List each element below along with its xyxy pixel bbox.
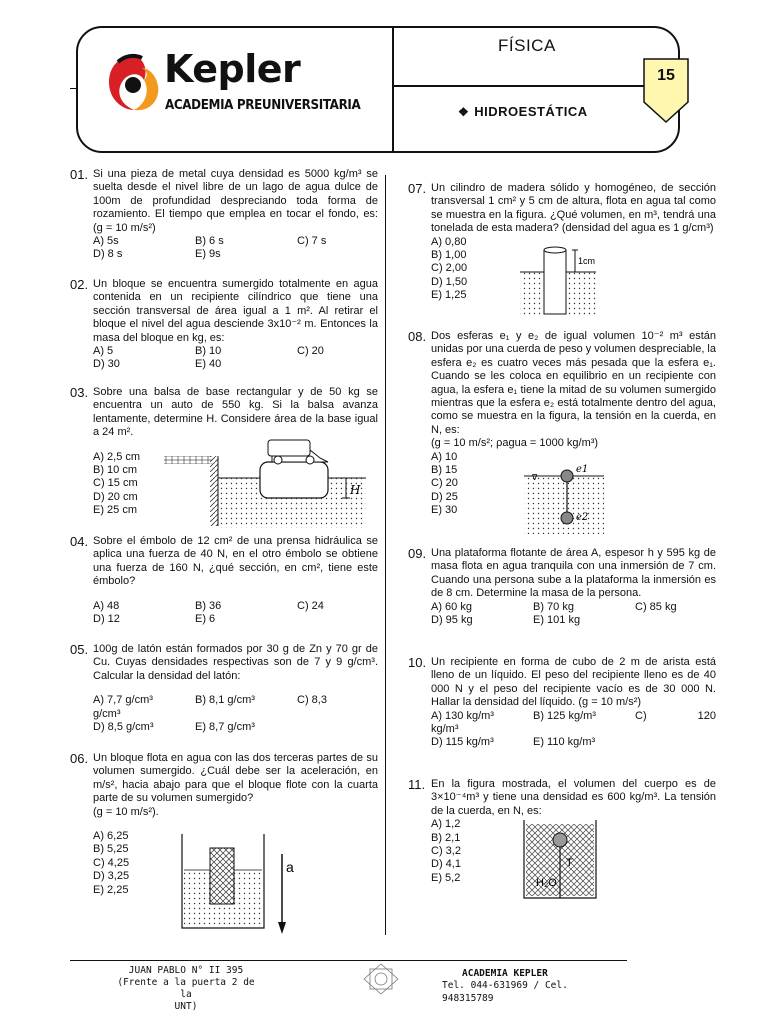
question-09 (408, 546, 716, 627)
footer-contact (442, 968, 568, 1005)
address-line-1: JUAN PABLO N° II 395 (128, 965, 244, 976)
page-number: 15 (657, 67, 675, 84)
option-d: D) 95 kg (431, 614, 473, 627)
option-b: B) 5,25 (93, 843, 129, 856)
question-number: 05. (70, 642, 89, 657)
option-d: D) 8,5 g/cm³ (93, 721, 154, 734)
option-c: C) 20 (297, 345, 324, 358)
question-text: Sobre una balsa de base rectangular y de 50 kg se encuentra un auto de 550 kg. Si la balsa avanza lentamente, determine H. Considere área de la base igual a 24 m². (93, 386, 378, 439)
option-b: B) 36 (195, 599, 222, 612)
question-text: Un cilindro de madera sólido y homogéneo, de sección transversal 1 cm² y 5 cm de altura, flota en agua tal como se muestra en la figura. ¿Qué volumen, en m³, tendrá una tonelada de esta madera? (densidad del agua es 1 g/cm³) (431, 182, 716, 235)
footer-title: ACADEMIA KEPLER (462, 968, 548, 979)
question-number: 07. (408, 181, 427, 196)
cell-line: 948315789 (442, 992, 494, 1004)
options (93, 345, 378, 372)
subject-title: FÍSICA (498, 36, 556, 55)
option-c-value: 120 (697, 709, 716, 722)
option-e: E) 110 kg/m³ (533, 736, 596, 749)
option-b: B) 1,00 (431, 249, 467, 262)
two-spheres-figure (522, 462, 608, 536)
option-b: B) 15 (431, 464, 458, 477)
option-c: C) 2,00 (431, 262, 468, 275)
sphere-e2-label: e2 (576, 512, 589, 523)
question-number: 04. (70, 534, 89, 549)
question-number: 10. (408, 655, 427, 670)
option-d: D) 4,1 (431, 858, 461, 871)
option-b: B) 8,1 g/cm³ (195, 694, 255, 707)
question-text: Una plataforma flotante de área A, espesor h y 595 kg de masa flota en agua tranquila con una inmersión de 7 cm. Cuando una persona sube a la plataforma la inmersión es de 8 cm. Determine la masa de la persona. (431, 547, 716, 600)
options (431, 601, 716, 628)
option-e: E) 30 (431, 504, 458, 517)
option-c: C) 8,3 (297, 694, 327, 707)
question-text: En la figura mostrada, el volumen del cuerpo es de 3×10⁻⁴m³ y tiene una densidad es 600 kg/m³. La tensión de la cuerda, en N, es: (431, 778, 716, 817)
option-a: A) 60 kg (431, 600, 472, 613)
option-d: D) 30 (93, 358, 120, 371)
footer-divider (70, 960, 627, 961)
address-line-2: (Frente a la puerta 2 de la (117, 976, 255, 1000)
address-line-3: UNT) (174, 1000, 198, 1012)
acceleration-label: a (286, 859, 294, 875)
options (431, 710, 716, 723)
footer-emblem-icon (362, 962, 400, 996)
option-d: D) 1,50 (431, 275, 468, 288)
sphere-e1-label: e1 (576, 464, 589, 475)
option-a: A) 0,80 (431, 235, 467, 248)
option-e: E) 1,25 (431, 289, 467, 302)
options (93, 694, 378, 734)
option-d: D) 25 (431, 490, 458, 503)
question-04 (70, 534, 378, 626)
dimension-label: 1cm (578, 256, 596, 266)
option-d: D) 3,25 (93, 870, 130, 883)
option-b: B) 2,1 (431, 831, 461, 844)
question-number: 11. (408, 777, 426, 792)
phone-line: Tel. 044-631969 / Cel. (442, 980, 568, 992)
option-a: A) 130 kg/m³ (431, 709, 494, 722)
option-c: C) 4,25 (93, 856, 130, 869)
question-text: Si una pieza de metal cuya densidad es 5000 kg/m³ se suelta desde el nivel libre de un lago de agua dulce de 100m de profundidad despreciando toda forma de rozamiento. El tiempo que emplea en tocar el fondo, es: (g = 10 m/s²) (93, 168, 378, 234)
footer-address (116, 965, 256, 1013)
question-number: 01. (70, 167, 89, 182)
tension-label: T (566, 857, 573, 869)
option-c: C) 20 (431, 477, 458, 490)
question-number: 09. (408, 546, 427, 561)
question-text: Un bloque se encuentra sumergido totalmente en agua contenida en un recipiente cilíndrico que tiene una sección transversal de área igual a 1 m². Al retirar el bloque el nivel del agua desciende 3x10⁻² m. Entonces la masa del bloque en kg, es: (93, 278, 378, 344)
question-05 (70, 642, 378, 734)
question-text: Dos esferas e₁ y e₂ de igual volumen 10⁻² m³ están unidas por una cuerda de peso y volumen despreciable, la esfera e₂ es cuatro veces más pesada que la esfera e₁. Cuando se les coloca en equilibrio en un recipiente con agua, la esfera e₁ tiene la mitad de su volumen sumergido mientras que la esfera e₂ está totalmente dentro del agua, como se muestra en la figura, la tensión en la cuerda, en N, es: (431, 330, 716, 436)
option-e: E) 40 (195, 358, 222, 371)
margin-mark (70, 88, 78, 89)
tethered-body-figure (520, 818, 602, 900)
raft-car-figure (160, 432, 370, 532)
question-note: (g = 10 m/s²; ρagua = 1000 kg/m³) (431, 437, 599, 450)
option-e: E) 2,25 (93, 883, 129, 896)
question-10 (408, 655, 716, 750)
option-b: B) 125 kg/m³ (533, 709, 596, 722)
option-d: D) 12 (93, 613, 120, 626)
option-c-unit: kg/m³ (431, 723, 459, 736)
option-c: C) 85 kg (635, 600, 677, 613)
question-text: Un bloque flota en agua con las dos terceras partes de su volumen sumergido. ¿Cuál debe ser la aceleración, en m/s², hacia abajo para que el bloque flote con la cuarta parte de su volumen sumergido? (93, 752, 378, 805)
header-separator (393, 85, 645, 87)
option-a: A) 5s (93, 235, 119, 248)
option-e: E) 6 (195, 613, 216, 626)
question-text: Un recipiente en forma de cubo de 2 m de arista está lleno de un líquido. El peso del recipiente lleno es de 40 000 N y el peso del recipiente vacío es de 30 000 N. Hallar la densidad del líquido. (g = 10 m/s²) (431, 656, 716, 709)
options (93, 600, 378, 627)
option-b: B) 70 kg (533, 600, 574, 613)
svg-text:∇: ∇ (532, 473, 538, 482)
option-d: D) 115 kg/m³ (431, 736, 494, 749)
brand-subtitle: ACADEMIA PREUNIVERSITARIA (165, 98, 361, 113)
question-text: 100g de latón están formados por 30 g de Zn y 70 gr de Cu. Cuyas densidades respectivas son de 7 y 9 g/cm³. Calcular la densidad del latón: (93, 643, 378, 682)
option-c: C) 7 s (297, 235, 327, 248)
option-e: E) 9s (195, 248, 221, 261)
question-02 (70, 277, 378, 372)
option-a: A) 5 (93, 345, 114, 358)
option-b: B) 10 (195, 345, 222, 358)
kepler-logo-icon (104, 52, 162, 118)
floating-cylinder-figure (518, 242, 608, 318)
question-number: 06. (70, 751, 89, 766)
options (93, 235, 378, 262)
figure-label-h: H (350, 483, 361, 497)
option-c: C) (635, 709, 647, 722)
container-block-figure (178, 832, 308, 938)
option-e: E) 5,2 (431, 871, 461, 884)
option-b: B) 10 cm (93, 464, 138, 477)
option-a: A) 10 (431, 450, 458, 463)
option-e: E) 8,7 g/cm³ (195, 721, 255, 734)
topic-label: HIDROESTÁTICA (474, 104, 588, 119)
question-01 (70, 167, 378, 262)
option-e: E) 25 cm (93, 504, 138, 517)
option-c: C) 15 cm (93, 477, 138, 490)
option-d: D) 8 s (93, 248, 123, 261)
question-text: Sobre el émbolo de 12 cm² de una prensa hidráulica se aplica una fuerza de 40 N, en el otro émbolo se obtiene una fuerza de 160 N, ¿qué sección, en cm², tiene este émbolo? (93, 535, 378, 588)
question-note: (g = 10 m/s²). (93, 805, 159, 818)
header-divider (392, 26, 394, 153)
option-e: E) 101 kg (533, 614, 581, 627)
options-row-2 (431, 736, 716, 749)
option-c-unit: g/cm³ (93, 707, 121, 720)
option-b: B) 6 s (195, 235, 224, 248)
option-c: C) 24 (297, 599, 324, 612)
option-a: A) 1,2 (431, 818, 461, 831)
option-a: A) 7,7 g/cm³ (93, 694, 153, 707)
option-a: A) 6,25 (93, 830, 129, 843)
diamond-icon: ❖ (458, 105, 470, 119)
option-c: C) 3,2 (431, 845, 461, 858)
question-number: 02. (70, 277, 89, 292)
question-number: 08. (408, 329, 427, 344)
option-a: A) 48 (93, 599, 120, 612)
brand-name: Kepler (164, 47, 301, 91)
water-label: H₂O (536, 877, 557, 889)
option-d: D) 20 cm (93, 490, 138, 503)
topic-title (458, 104, 588, 120)
column-divider (385, 175, 386, 935)
option-a: A) 2,5 cm (93, 450, 141, 463)
question-number: 03. (70, 385, 89, 400)
